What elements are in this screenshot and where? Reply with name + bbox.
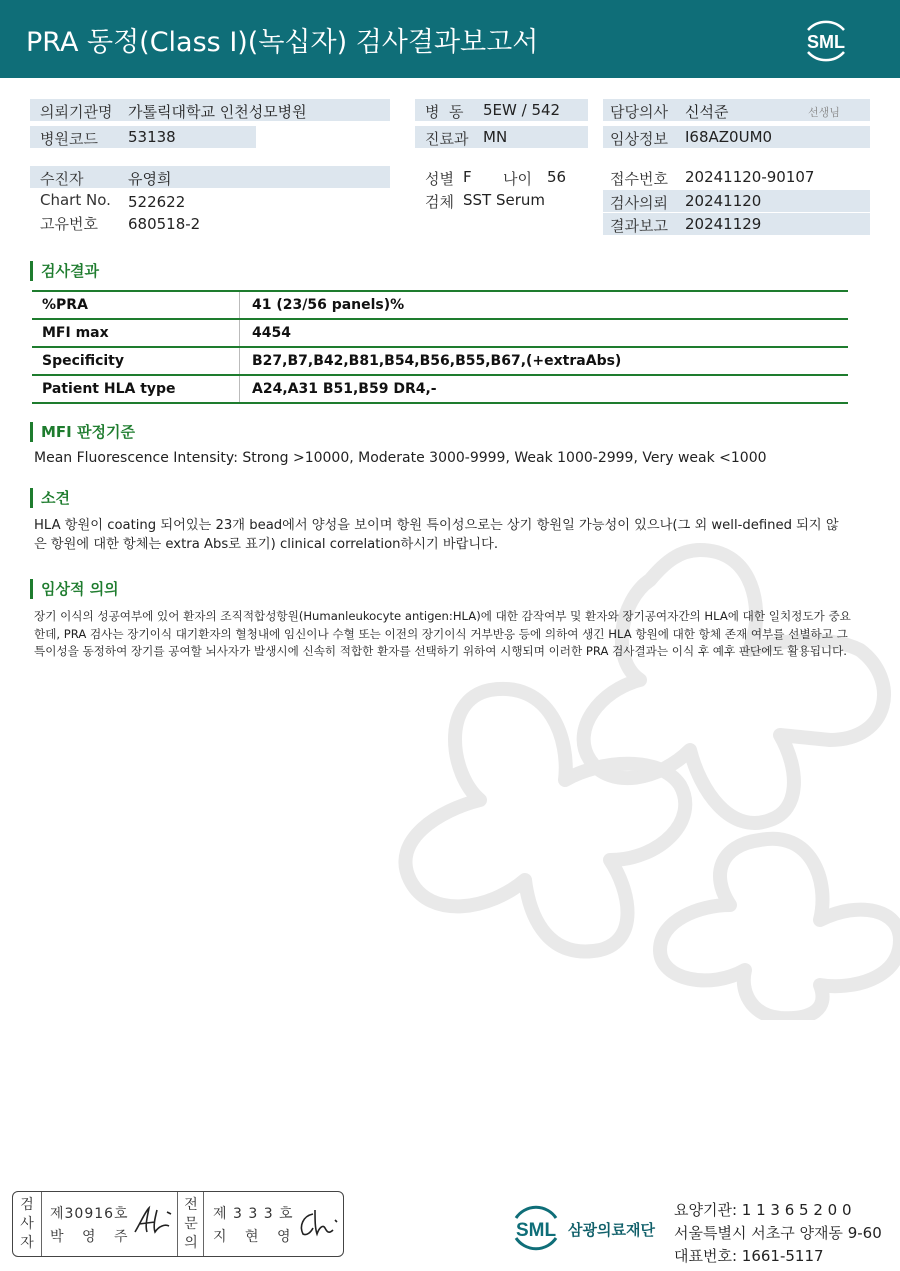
patient-name-label: 수진자 [40, 170, 84, 188]
opinion-text: HLA 항원이 coating 되어있는 23개 bead에서 양성을 보이며 항원 특이성으로는 상기 항원일 가능성이 있으나(그 외 well-defined 되지 않은 항원에 대한 항체는 extra Abs로 표기) clinical correlation하시기 바랍니다. [34, 518, 839, 552]
clinical-info-label: 임상정보 [610, 130, 668, 148]
patient-name-value: 유영희 [128, 170, 172, 188]
table-row [32, 292, 848, 320]
hospital-code-value: 53138 [128, 128, 176, 146]
chart-no-field [30, 189, 390, 211]
hospital-code-field [30, 126, 256, 148]
specimen-value: SST Serum [463, 191, 546, 209]
ward-field [415, 99, 588, 121]
request-date-field [603, 190, 870, 212]
sml-logo-icon [798, 12, 854, 68]
report-title: PRA 동정(Class I)(녹십자) 검사결과보고서 [26, 27, 539, 58]
sml-foundation-logo-text: SML [515, 1220, 557, 1241]
report-date-label: 결과보고 [610, 217, 668, 235]
result-value: A24,A31 B51,B59 DR4,- [252, 381, 437, 397]
clinical-info-field [603, 126, 870, 148]
examiner-number: 제30916호 [50, 1206, 129, 1222]
report-date-field [603, 213, 870, 235]
department-field [415, 126, 588, 148]
chart-no-label: Chart No. [40, 191, 111, 209]
reception-no-value: 20241120-90107 [685, 168, 815, 186]
result-key: Specificity [32, 348, 240, 374]
org-code: 요양기관: 1 1 3 6 5 2 0 0 [674, 1201, 852, 1219]
org-address: 서울특별시 서초구 양재동 9-60 [674, 1224, 882, 1242]
examiner-name: 박 영 주 [50, 1229, 135, 1245]
sex-age-field [415, 166, 588, 188]
report-header [0, 0, 900, 78]
opinion-section-title: 소견 [30, 488, 70, 508]
request-date-label: 검사의뢰 [610, 194, 668, 212]
unique-no-value: 680518-2 [128, 215, 201, 233]
results-section-title: 검사결과 [30, 261, 99, 281]
specimen-label: 검체 [425, 193, 454, 211]
clinical-section-title: 임상적 의의 [30, 579, 119, 599]
unique-no-field [30, 211, 390, 233]
request-date-value: 20241120 [685, 192, 762, 210]
org-phone: 대표번호: 1661-5117 [674, 1247, 824, 1265]
department-label: 진료과 [425, 130, 469, 148]
table-row [32, 320, 848, 348]
table-row [32, 376, 848, 404]
ward-value: 5EW / 542 [483, 101, 561, 119]
sml-foundation-logo-icon [508, 1198, 564, 1256]
mfi-section-title: MFI 판정기준 [30, 422, 135, 442]
specimen-field [415, 189, 588, 211]
clinical-text: 장기 이식의 성공여부에 있어 환자의 조직적합성항원(Humanleukocyte antigen:HLA)에 대한 감작여부 및 환자와 장기공여자간의 HLA에 대한 일치정도가 중요한데, PRA 검사는 장기이식 대기환자의 혈청내에 임신이나 수혈 또는 이전의 장기이식 거부반응 등에 의하여 생긴 HLA 항원에 대한 항체 존재 여부를 선별하고 그 특이성을 동정하여 장기를 공여할 뇌사자가 발생시에 신속히 적합한 환자를 선택하기 위하여 시행되며 이러한 PRA 검사결과는 이식 후 예후 판단에도 활용됩니다. [34, 609, 851, 658]
result-value: B27,B7,B42,B81,B54,B56,B55,B67,(+extraAbs) [252, 353, 622, 369]
result-value: 41 (23/56 panels)% [252, 297, 405, 313]
table-row [32, 348, 848, 376]
unique-no-label: 고유번호 [40, 215, 98, 233]
examiner-signature-icon [131, 1204, 175, 1238]
examiner-label: 검사자 [20, 1197, 34, 1251]
chart-no-value: 522622 [128, 193, 186, 211]
sml-logo-text: SML [807, 32, 845, 52]
hospital-code-label: 병원코드 [40, 130, 98, 148]
org-name: 삼광의료재단 [568, 1221, 655, 1239]
specialist-signature-icon [295, 1206, 339, 1240]
doctor-suffix: 선생님 [808, 106, 840, 119]
result-key: %PRA [32, 292, 240, 318]
sex-value: F [463, 168, 472, 186]
clinical-info-value: I68AZ0UM0 [685, 128, 773, 146]
signature-box [12, 1191, 344, 1257]
doctor-label: 담당의사 [610, 103, 668, 121]
institution-value: 가톨릭대학교 인천성모병원 [128, 103, 307, 121]
result-key: MFI max [32, 320, 240, 346]
doctor-value: 신석준 [685, 103, 729, 121]
age-value: 56 [547, 168, 567, 186]
specialist-number: 제 3 3 3 호 [213, 1206, 294, 1222]
specialist-name: 지 현 영 [213, 1229, 298, 1245]
results-table [32, 290, 848, 404]
age-label: 나이 [503, 170, 532, 188]
mfi-criteria-text: Mean Fluorescence Intensity: Strong >10000, Moderate 3000-9999, Weak 1000-2999, Very weak <1000 [34, 450, 767, 466]
patient-name-field [30, 166, 390, 188]
reception-no-field [603, 166, 870, 188]
sex-label: 성별 [425, 170, 454, 188]
institution-field [30, 99, 390, 121]
department-value: MN [483, 128, 508, 146]
result-value: 4454 [252, 325, 291, 341]
reception-no-label: 접수번호 [610, 170, 668, 188]
ward-label: 병 동 [425, 103, 464, 121]
report-date-value: 20241129 [685, 215, 762, 233]
doctor-field [603, 99, 870, 121]
specialist-label: 전문의 [184, 1197, 198, 1251]
result-key: Patient HLA type [32, 376, 240, 402]
institution-label: 의뢰기관명 [40, 103, 113, 121]
